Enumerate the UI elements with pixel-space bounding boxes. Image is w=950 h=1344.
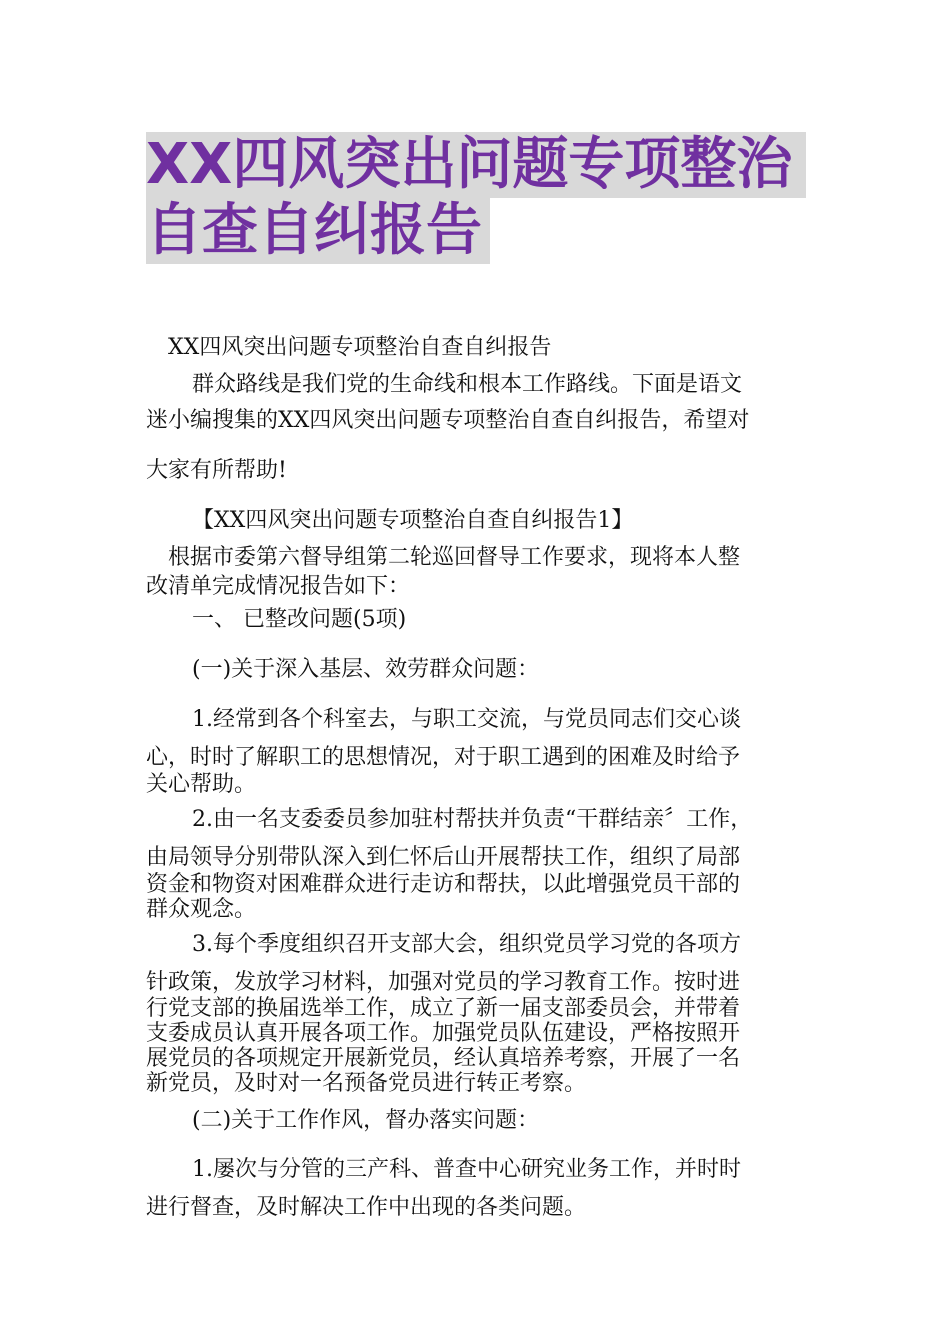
paragraph-line: 迷小编搜集的XX四风突出问题专项整治自查自纠报告，希望对 [146, 408, 750, 433]
paragraph-line: 群众路线是我们党的生命线和根本工作路线。下面是语文 [192, 372, 743, 397]
paragraph-line: 大家有所帮助! [146, 458, 287, 483]
paragraph-line: 改清单完成情况报告如下： [146, 574, 411, 599]
paragraph-line: 心，时时了解职工的思想情况，对于职工遇到的困难及时给予 [146, 745, 741, 770]
document-title-line-2: 自查自纠报告 [146, 198, 490, 264]
paragraph-line: 展党员的各项规定开展新党员，经认真培养考察，开展了一名 [146, 1046, 741, 1071]
paragraph-line: 关心帮助。 [146, 772, 257, 797]
paragraph-line: 针政策，发放学习材料，加强对党员的学习教育工作。按时进 [146, 970, 741, 995]
paragraph-line: 1.经常到各个科室去，与职工交流，与党员同志们交心谈 [192, 707, 741, 732]
paragraph-line: 进行督查，及时解决工作中出现的各类问题。 [146, 1195, 587, 1220]
paragraph-line: 群众观念。 [146, 897, 257, 922]
document-title-line-1: XX四风突出问题专项整治 [146, 132, 806, 198]
paragraph-line: 1.屡次与分管的三产科、普查中心研究业务工作，并时时 [192, 1157, 741, 1182]
paragraph-line: 3.每个季度组织召开支部大会，组织党员学习党的各项方 [192, 932, 741, 957]
paragraph-line: 支委成员认真开展各项工作。加强党员队伍建设，严格按照开 [146, 1021, 741, 1046]
paragraph-line: 由局领导分别带队深入到仁怀后山开展帮扶工作，组织了局部 [146, 845, 741, 870]
paragraph-line: 新党员，及时对一名预备党员进行转正考察。 [146, 1071, 587, 1096]
subtitle-text: XX四风突出问题专项整治自查自纠报告 [168, 335, 552, 360]
paragraph-line: 2.由一名支委委员参加驻村帮扶并负责“干群结亲〞工作， [192, 807, 753, 832]
subsection-heading: (二)关于工作作风，督办落实问题： [192, 1108, 540, 1133]
subsection-heading: (一)关于深入基层、效劳群众问题： [192, 657, 540, 682]
paragraph-line: 行党支部的换届选举工作，成立了新一届支部委员会，并带着 [146, 996, 741, 1021]
paragraph-line: 根据市委第六督导组第二轮巡回督导工作要求，现将本人整 [168, 545, 741, 570]
paragraph-line: 资金和物资对困难群众进行走访和帮扶，以此增强党员干部的 [146, 872, 741, 897]
section-heading: 【XX四风突出问题专项整治自查自纠报告1】 [192, 508, 634, 533]
list-heading: 一、 已整改问题(5项) [192, 607, 407, 632]
